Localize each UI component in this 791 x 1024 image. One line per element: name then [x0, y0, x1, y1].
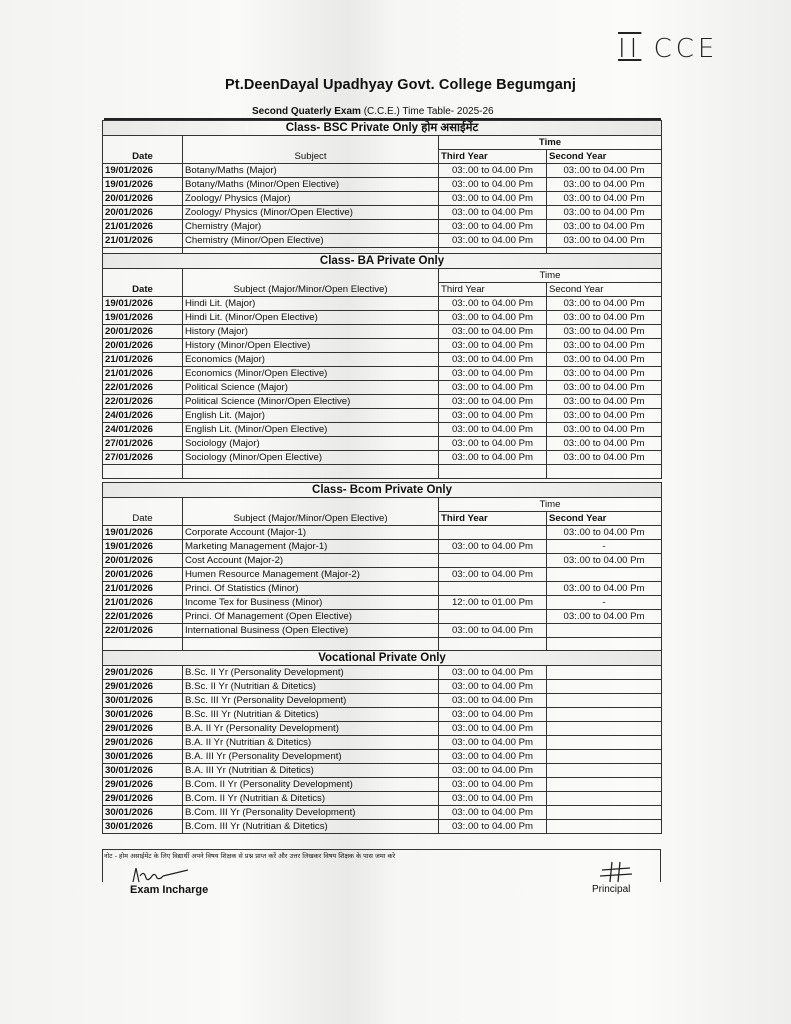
exam-date: 30/01/2026: [103, 694, 183, 708]
second-year-time: 03:.00 to 04.00 Pm: [547, 311, 662, 325]
subject-name: B.Com. III Yr (Personality Development): [183, 806, 439, 820]
third-year-time: 03:.00 to 04.00 Pm: [439, 409, 547, 423]
second-year-time: 03:.00 to 04.00 Pm: [547, 451, 662, 465]
blank-cell: [439, 465, 547, 479]
blank-cell: [547, 778, 662, 792]
subject-name: B.Com. III Yr (Nutritian & Ditetics): [183, 820, 439, 834]
ba-timetable: [102, 253, 662, 479]
third-year-time: 03:.00 to 04.00 Pm: [439, 367, 547, 381]
exam-time: 03:.00 to 04.00 Pm: [439, 708, 547, 722]
bcom-table-row: [103, 554, 662, 568]
second-year-time: -: [547, 596, 662, 610]
handwritten-note: [618, 34, 718, 64]
third-year-time: [439, 610, 547, 624]
second-year-time: 03:.00 to 04.00 Pm: [547, 339, 662, 353]
bcom-time-header: Time: [439, 498, 662, 512]
exam-date: 30/01/2026: [103, 750, 183, 764]
exam-date: 20/01/2026: [103, 568, 183, 582]
subject-name: English Lit. (Major): [183, 409, 439, 423]
bcom-table-row: [103, 596, 662, 610]
subject-name: Chemistry (Major): [183, 220, 439, 234]
ba-second-year-header: Second Year: [547, 283, 662, 297]
principal-signature: [596, 860, 636, 884]
subject-name: Princi. Of Management (Open Elective): [183, 610, 439, 624]
subject-name: B.Com. II Yr (Personality Development): [183, 778, 439, 792]
subject-name: Political Science (Minor/Open Elective): [183, 395, 439, 409]
principal-label: Principal: [592, 884, 631, 895]
third-year-time: 03:.00 to 04.00 Pm: [439, 206, 547, 220]
third-year-time: 03:.00 to 04.00 Pm: [439, 437, 547, 451]
third-year-time: 03:.00 to 04.00 Pm: [439, 353, 547, 367]
bcom-section-title: Class- Bcom Private Only: [103, 483, 662, 498]
second-year-time: 03:.00 to 04.00 Pm: [547, 192, 662, 206]
subject-name: B.Sc. II Yr (Personality Development): [183, 666, 439, 680]
bsc-table-row: [103, 192, 662, 206]
exam-date: 21/01/2026: [103, 582, 183, 596]
third-year-time: 03:.00 to 04.00 Pm: [439, 164, 547, 178]
handwritten-text: CCE: [653, 34, 719, 64]
third-year-time: [439, 526, 547, 540]
ba-table-row: [103, 353, 662, 367]
exam-time: 03:.00 to 04.00 Pm: [439, 806, 547, 820]
vocational-table-row: [103, 778, 662, 792]
blank-cell: [547, 722, 662, 736]
subject-name: Humen Resource Management (Major-2): [183, 568, 439, 582]
subject-name: B.Sc. III Yr (Nutritian & Ditetics): [183, 708, 439, 722]
handwritten-roman: II: [618, 34, 642, 64]
bsc-date-header: Date: [103, 136, 183, 164]
exam-date: 30/01/2026: [103, 806, 183, 820]
exam-date: 19/01/2026: [103, 164, 183, 178]
ba-table-row: [103, 409, 662, 423]
bsc-second-year-header: Second Year: [547, 150, 662, 164]
exam-date: 20/01/2026: [103, 339, 183, 353]
second-year-time: 03:.00 to 04.00 Pm: [547, 437, 662, 451]
exam-time: 03:.00 to 04.00 Pm: [439, 736, 547, 750]
subject-name: Corporate Account (Major-1): [183, 526, 439, 540]
bcom-table-row: [103, 526, 662, 540]
ba-table-row: [103, 325, 662, 339]
second-year-time: 03:.00 to 04.00 Pm: [547, 423, 662, 437]
college-name: Pt.DeenDayal Upadhyay Govt. College Begumganj: [225, 77, 576, 93]
vocational-table-row: [103, 722, 662, 736]
subject-name: History (Minor/Open Elective): [183, 339, 439, 353]
blank-cell: [103, 465, 183, 479]
ba-third-year-header: Third Year: [439, 283, 547, 297]
bcom-second-year-header: Second Year: [547, 512, 662, 526]
second-year-time: 03:.00 to 04.00 Pm: [547, 297, 662, 311]
exam-date: 19/01/2026: [103, 540, 183, 554]
ba-subject-header: Subject (Major/Minor/Open Elective): [183, 269, 439, 297]
exam-date: 29/01/2026: [103, 778, 183, 792]
exam-date: 19/01/2026: [103, 297, 183, 311]
subject-name: Botany/Maths (Major): [183, 164, 439, 178]
subject-name: Economics (Minor/Open Elective): [183, 367, 439, 381]
third-year-time: 12:.00 to 01.00 Pm: [439, 596, 547, 610]
third-year-time: 03:.00 to 04.00 Pm: [439, 568, 547, 582]
bcom-third-year-header: Third Year: [439, 512, 547, 526]
blank-cell: [547, 764, 662, 778]
bcom-table-row: [103, 610, 662, 624]
second-year-time: 03:.00 to 04.00 Pm: [547, 353, 662, 367]
exam-date: 21/01/2026: [103, 596, 183, 610]
subject-name: B.A. III Yr (Personality Development): [183, 750, 439, 764]
blank-cell: [547, 736, 662, 750]
third-year-time: 03:.00 to 04.00 Pm: [439, 624, 547, 638]
third-year-time: 03:.00 to 04.00 Pm: [439, 339, 547, 353]
exam-time: 03:.00 to 04.00 Pm: [439, 694, 547, 708]
second-year-time: 03:.00 to 04.00 Pm: [547, 367, 662, 381]
ba-table-row: [103, 423, 662, 437]
vocational-table-row: [103, 750, 662, 764]
bsc-table-row: [103, 164, 662, 178]
vocational-table-row: [103, 680, 662, 694]
second-year-time: [547, 568, 662, 582]
second-year-time: 03:.00 to 04.00 Pm: [547, 554, 662, 568]
exam-date: 20/01/2026: [103, 554, 183, 568]
ba-blank-row: [103, 465, 662, 479]
vocational-section-title: Vocational Private Only: [103, 651, 662, 666]
third-year-time: 03:.00 to 04.00 Pm: [439, 395, 547, 409]
exam-date: 20/01/2026: [103, 206, 183, 220]
exam-title-main: Second Quaterly Exam: [252, 106, 361, 117]
exam-date: 21/01/2026: [103, 353, 183, 367]
bcom-date-header: Date: [103, 498, 183, 526]
third-year-time: 03:.00 to 04.00 Pm: [439, 311, 547, 325]
subject-name: Sociology (Minor/Open Elective): [183, 451, 439, 465]
exam-date: 22/01/2026: [103, 610, 183, 624]
bcom-table-row: [103, 624, 662, 638]
subject-name: Cost Account (Major-2): [183, 554, 439, 568]
ba-table-row: [103, 339, 662, 353]
second-year-time: -: [547, 540, 662, 554]
exam-time: 03:.00 to 04.00 Pm: [439, 680, 547, 694]
ba-time-header: Time: [439, 269, 662, 283]
exam-date: 29/01/2026: [103, 680, 183, 694]
second-year-time: 03:.00 to 04.00 Pm: [547, 526, 662, 540]
bsc-timetable: [102, 120, 662, 262]
ba-table-row: [103, 381, 662, 395]
bsc-table-row: [103, 206, 662, 220]
vocational-table-row: [103, 694, 662, 708]
exam-time: 03:.00 to 04.00 Pm: [439, 820, 547, 834]
subject-name: Income Tex for Business (Minor): [183, 596, 439, 610]
exam-date: 30/01/2026: [103, 764, 183, 778]
exam-date: 21/01/2026: [103, 367, 183, 381]
exam-time: 03:.00 to 04.00 Pm: [439, 764, 547, 778]
third-year-time: 03:.00 to 04.00 Pm: [439, 297, 547, 311]
bcom-table-row: [103, 582, 662, 596]
exam-date: 27/01/2026: [103, 437, 183, 451]
exam-date: 21/01/2026: [103, 220, 183, 234]
bcom-subject-header: Subject (Major/Minor/Open Elective): [183, 498, 439, 526]
blank-cell: [547, 680, 662, 694]
exam-date: 20/01/2026: [103, 192, 183, 206]
subject-name: Political Science (Major): [183, 381, 439, 395]
second-year-time: 03:.00 to 04.00 Pm: [547, 582, 662, 596]
blank-cell: [547, 708, 662, 722]
ba-date-header: Date: [103, 269, 183, 297]
subject-name: B.A. II Yr (Nutritian & Ditetics): [183, 736, 439, 750]
blank-cell: [547, 750, 662, 764]
second-year-time: 03:.00 to 04.00 Pm: [547, 395, 662, 409]
bsc-third-year-header: Third Year: [439, 150, 547, 164]
subject-name: History (Major): [183, 325, 439, 339]
ba-section-title: Class- BA Private Only: [103, 254, 662, 269]
ba-table-row: [103, 367, 662, 381]
exam-date: 27/01/2026: [103, 451, 183, 465]
exam-date: 29/01/2026: [103, 792, 183, 806]
bsc-section-title: Class- BSC Private Only होम असाईमेंट: [103, 121, 662, 136]
vocational-table-row: [103, 666, 662, 680]
exam-time: 03:.00 to 04.00 Pm: [439, 778, 547, 792]
subject-name: B.Sc. III Yr (Personality Development): [183, 694, 439, 708]
exam-date: 30/01/2026: [103, 820, 183, 834]
exam-date: 24/01/2026: [103, 409, 183, 423]
exam-date: 30/01/2026: [103, 708, 183, 722]
exam-date: 22/01/2026: [103, 381, 183, 395]
third-year-time: 03:.00 to 04.00 Pm: [439, 234, 547, 248]
subject-name: Marketing Management (Major-1): [183, 540, 439, 554]
exam-date: 22/01/2026: [103, 624, 183, 638]
exam-date: 19/01/2026: [103, 526, 183, 540]
bsc-table-row: [103, 234, 662, 248]
ba-table-row: [103, 311, 662, 325]
third-year-time: [439, 554, 547, 568]
exam-time: 03:.00 to 04.00 Pm: [439, 792, 547, 806]
exam-date: 29/01/2026: [103, 666, 183, 680]
exam-time: 03:.00 to 04.00 Pm: [439, 750, 547, 764]
ba-table-row: [103, 451, 662, 465]
third-year-time: 03:.00 to 04.00 Pm: [439, 540, 547, 554]
second-year-time: [547, 624, 662, 638]
exam-date: 29/01/2026: [103, 736, 183, 750]
blank-cell: [547, 694, 662, 708]
subject-name: B.A. II Yr (Personality Development): [183, 722, 439, 736]
bsc-time-header: Time: [439, 136, 662, 150]
blank-cell: [547, 465, 662, 479]
subject-name: Princi. Of Statistics (Minor): [183, 582, 439, 596]
vocational-table-row: [103, 708, 662, 722]
exam-date: 29/01/2026: [103, 722, 183, 736]
bsc-table-row: [103, 220, 662, 234]
third-year-time: 03:.00 to 04.00 Pm: [439, 220, 547, 234]
exam-title-rest: (C.C.E.) Time Table- 2025-26: [360, 106, 494, 117]
subject-name: Chemistry (Minor/Open Elective): [183, 234, 439, 248]
subject-name: Sociology (Major): [183, 437, 439, 451]
subject-name: Hindi Lit. (Major): [183, 297, 439, 311]
bcom-timetable: [102, 482, 662, 652]
subject-name: Botany/Maths (Minor/Open Elective): [183, 178, 439, 192]
footer-note: नोट - होम असाईमेंट के लिए विद्यार्थी अपने विषय शिक्षक से प्रश्न प्राप्त करें और उत्तर लिखकर विषय शिक्षक के पास जमा करे: [104, 852, 396, 860]
bsc-subject-header: Subject: [183, 136, 439, 164]
second-year-time: 03:.00 to 04.00 Pm: [547, 206, 662, 220]
subject-name: B.A. III Yr (Nutritian & Ditetics): [183, 764, 439, 778]
third-year-time: 03:.00 to 04.00 Pm: [439, 381, 547, 395]
third-year-time: 03:.00 to 04.00 Pm: [439, 325, 547, 339]
subject-name: Zoology/ Physics (Minor/Open Elective): [183, 206, 439, 220]
ba-table-row: [103, 395, 662, 409]
exam-date: 20/01/2026: [103, 325, 183, 339]
third-year-time: [439, 582, 547, 596]
vocational-table-row: [103, 820, 662, 834]
second-year-time: 03:.00 to 04.00 Pm: [547, 381, 662, 395]
blank-cell: [547, 792, 662, 806]
bsc-table-row: [103, 178, 662, 192]
bcom-table-row: [103, 568, 662, 582]
blank-cell: [547, 820, 662, 834]
vocational-table-row: [103, 806, 662, 820]
second-year-time: 03:.00 to 04.00 Pm: [547, 409, 662, 423]
subject-name: Economics (Major): [183, 353, 439, 367]
exam-date: 22/01/2026: [103, 395, 183, 409]
second-year-time: 03:.00 to 04.00 Pm: [547, 220, 662, 234]
exam-title: [252, 106, 494, 117]
blank-cell: [183, 465, 439, 479]
second-year-time: 03:.00 to 04.00 Pm: [547, 178, 662, 192]
subject-name: Hindi Lit. (Minor/Open Elective): [183, 311, 439, 325]
exam-incharge-signature: [130, 866, 190, 884]
vocational-table-row: [103, 792, 662, 806]
second-year-time: 03:.00 to 04.00 Pm: [547, 325, 662, 339]
exam-date: 19/01/2026: [103, 311, 183, 325]
exam-date: 21/01/2026: [103, 234, 183, 248]
subject-name: International Business (Open Elective): [183, 624, 439, 638]
exam-date: 24/01/2026: [103, 423, 183, 437]
third-year-time: 03:.00 to 04.00 Pm: [439, 192, 547, 206]
vocational-table-row: [103, 736, 662, 750]
bcom-table-row: [103, 540, 662, 554]
vocational-timetable: [102, 650, 662, 834]
blank-cell: [547, 806, 662, 820]
second-year-time: 03:.00 to 04.00 Pm: [547, 610, 662, 624]
ba-table-row: [103, 437, 662, 451]
exam-incharge-label: Exam Incharge: [130, 884, 209, 896]
third-year-time: 03:.00 to 04.00 Pm: [439, 178, 547, 192]
blank-cell: [547, 666, 662, 680]
subject-name: B.Sc. II Yr (Nutritian & Ditetics): [183, 680, 439, 694]
vocational-table-row: [103, 764, 662, 778]
third-year-time: 03:.00 to 04.00 Pm: [439, 423, 547, 437]
second-year-time: 03:.00 to 04.00 Pm: [547, 234, 662, 248]
second-year-time: 03:.00 to 04.00 Pm: [547, 164, 662, 178]
subject-name: English Lit. (Minor/Open Elective): [183, 423, 439, 437]
exam-time: 03:.00 to 04.00 Pm: [439, 666, 547, 680]
subject-name: Zoology/ Physics (Major): [183, 192, 439, 206]
subject-name: B.Com. II Yr (Nutritian & Ditetics): [183, 792, 439, 806]
third-year-time: 03:.00 to 04.00 Pm: [439, 451, 547, 465]
exam-time: 03:.00 to 04.00 Pm: [439, 722, 547, 736]
exam-date: 19/01/2026: [103, 178, 183, 192]
ba-table-row: [103, 297, 662, 311]
